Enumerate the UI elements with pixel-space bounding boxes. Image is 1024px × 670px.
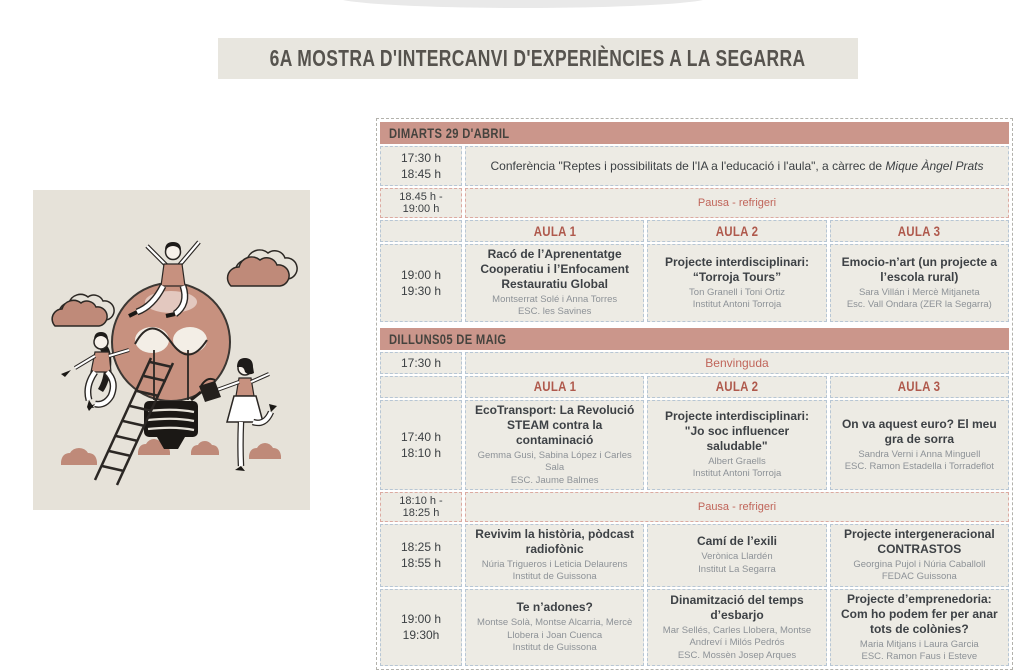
day1-header	[380, 122, 1009, 144]
time-cell: 17:30 h 18:45 h	[380, 146, 462, 186]
session-title: On va aquest euro? El meu gra de sorra	[841, 416, 997, 446]
session-title: Projecte interdisciplinari: "Jo soc influencer saludable"	[664, 409, 810, 454]
session-people: Sara Villán i Mercè Mitjaneta	[858, 286, 980, 298]
session-school: ESC. les Savines	[517, 306, 592, 318]
aula1-header: AULA 1	[465, 220, 644, 242]
session-people: Maria Mitjans i Laura Garcia	[859, 638, 979, 650]
session-title: Racó de l’Aprenentatge Cooperatiu i l’Enfocament Restauratiu Global	[480, 247, 629, 291]
session-school: ESC. Ramon Estadella i Torradeflot	[844, 460, 994, 472]
session-people: Núria Trigueros i Leticia Delaurens	[481, 558, 628, 570]
session-cell	[465, 524, 644, 587]
day1-pausa-row	[380, 188, 1009, 218]
session-school: Institut de Guissona	[512, 571, 597, 583]
session-cell	[830, 524, 1009, 587]
aula2-header: AULA 2	[647, 376, 826, 398]
conference-text: Conferència "Reptes i possibilitats de l'IA a l'educació i l'aula", a càrrec de	[490, 158, 886, 173]
title-banner	[218, 38, 858, 79]
session-cell	[647, 400, 826, 490]
session-people: Montserrat Solé i Anna Torres	[492, 294, 618, 305]
session-cell	[830, 244, 1009, 322]
session-title: Projecte intergeneracional CONTRASTOS	[843, 526, 995, 556]
session-people: Mar Sellés, Carles Llobera, Montse Andreví i Milós Pedrós	[662, 624, 812, 649]
aula1-header: AULA 1	[465, 376, 644, 398]
aula3-header: AULA 3	[830, 376, 1009, 398]
cloud-right-icon	[228, 250, 298, 286]
program-table	[376, 118, 1013, 670]
session-title: Projecte d’emprenedoria: Com ho podem fer per anar tots de colònies?	[840, 591, 998, 636]
session-school: Institut Antoni Torroja	[692, 298, 782, 310]
session-cell	[830, 589, 1009, 667]
day1-conference-row	[380, 146, 1009, 186]
aula3-header: AULA 3	[830, 220, 1009, 242]
session-title: Emocio-n’art (un projecte a l’escola rural)	[841, 254, 997, 284]
session-people: Sandra Verni i Anna Minguell	[858, 448, 981, 460]
welcome-label: Benvinguda	[705, 355, 769, 370]
session-cell	[647, 524, 826, 587]
cloud-left-icon	[52, 294, 114, 326]
conference-speaker: Mique Àngel Prats	[885, 158, 984, 173]
session-people: Georgina Pujol i Núria Caballoll	[853, 558, 986, 570]
session-cell	[465, 400, 644, 490]
session-people: Gemma Gusi, Sabina López i Carles Sala	[477, 449, 632, 474]
day2-header	[380, 328, 1009, 350]
time-cell: 17:40 h 18:10 h	[380, 400, 462, 490]
session-cell	[465, 589, 644, 667]
day1-session-row	[380, 244, 1009, 322]
day1-aula-header-row	[380, 220, 1009, 242]
day2-session-b-row	[380, 524, 1009, 587]
time-cell: 18:10 h - 18:25 h	[380, 492, 462, 522]
day2-welcome-row	[380, 352, 1009, 374]
session-school: Institut La Segarra	[698, 563, 776, 575]
welcome-cell	[465, 352, 1009, 374]
session-school: ESC. Jaume Balmes	[510, 474, 599, 486]
time-cell: 18:25 h 18:55 h	[380, 524, 462, 587]
page-title: 6A MOSTRA D'INTERCANVI D'EXPERIÈNCIES A LA SEGARRA	[270, 45, 806, 71]
empty-cell	[380, 220, 462, 242]
day2-pausa-row	[380, 492, 1009, 522]
session-school: Institut Antoni Torroja	[692, 468, 782, 480]
session-cell	[465, 244, 644, 322]
session-cell	[830, 400, 1009, 490]
day2-session-a-row	[380, 400, 1009, 490]
session-people: Montse Solà, Montse Alcarria, Mercè Llobera i Joan Cuenca	[477, 617, 633, 641]
day1-block	[380, 122, 1009, 322]
time-cell: 19:00 h 19:30h	[380, 589, 462, 667]
session-title: Te n’adones?	[516, 600, 593, 615]
top-toolbar-shadow	[336, 0, 710, 8]
session-title: Projecte interdisciplinari: “Torroja Tours”	[664, 254, 810, 284]
day2-block	[380, 328, 1009, 667]
pausa-cell: Pausa - refrigeri	[465, 188, 1009, 218]
illustration-panel	[33, 190, 310, 510]
session-cell	[647, 244, 826, 322]
session-people: Albert Graells	[708, 456, 766, 468]
session-school: ESC. Ramon Faus i Esteve	[861, 650, 978, 662]
session-school: Institut de Guissona	[512, 642, 597, 654]
session-title: Revivim la història, pòdcast radiofònic	[475, 526, 635, 556]
pausa-cell: Pausa - refrigeri	[465, 492, 1009, 522]
aula2-header: AULA 2	[647, 220, 826, 242]
day1-title: DIMARTS 29 D'ABRIL	[389, 125, 510, 141]
time-cell: 18.45 h - 19:00 h	[380, 188, 462, 218]
time-cell: 17:30 h	[380, 352, 462, 374]
empty-cell	[380, 376, 462, 398]
session-title: Camí de l’exili	[696, 534, 778, 549]
session-cell	[647, 589, 826, 667]
session-school: ESC. Mossèn Josep Arques	[677, 649, 797, 661]
day2-title: DILLUNS05 DE MAIG	[389, 330, 507, 347]
session-people: Verònica Llardén	[701, 551, 773, 563]
session-school: Esc. Vall Ondara (ZER la Segarra)	[846, 298, 992, 310]
day2-session-c-row	[380, 589, 1009, 667]
session-people: Ton Granell i Toni Ortiz	[689, 286, 785, 298]
session-school: FEDAC Guissona	[881, 571, 957, 583]
session-title: Dinamització del temps d’esbarjo	[670, 592, 804, 622]
conference-cell	[465, 146, 1009, 186]
time-cell: 19:00 h 19:30 h	[380, 244, 462, 322]
lightbulb-teamwork-illustration	[33, 190, 310, 510]
session-title: EcoTransport: La Revolució STEAM contra la contaminació	[474, 402, 635, 447]
day2-aula-header-row	[380, 376, 1009, 398]
